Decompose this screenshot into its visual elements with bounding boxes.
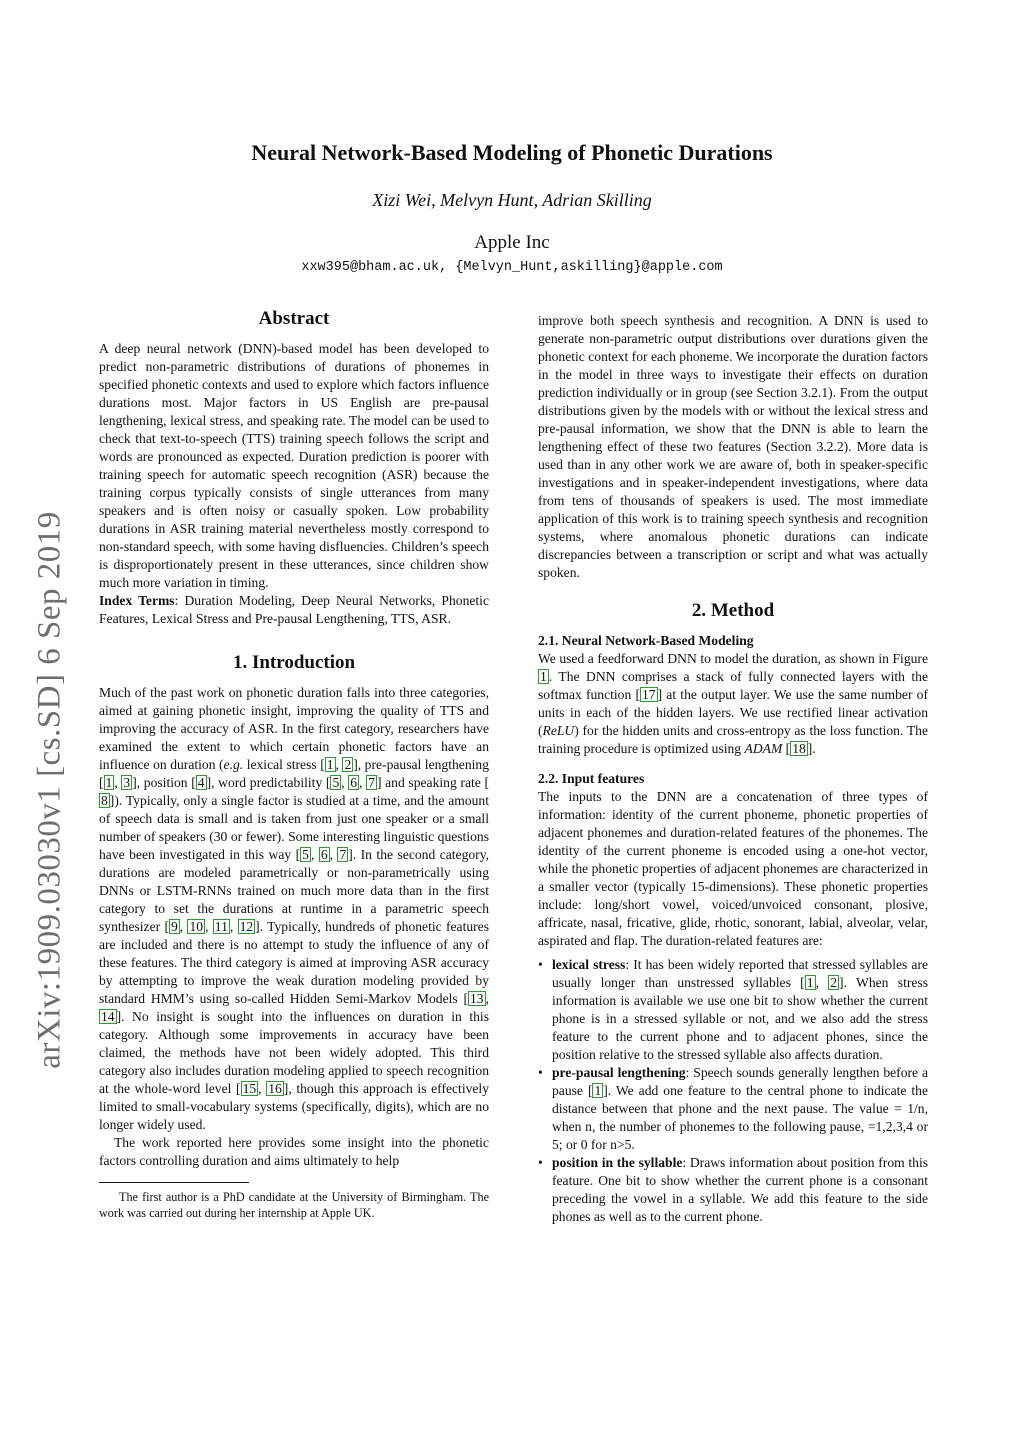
citation-link[interactable]: 12 xyxy=(239,919,254,934)
citation-link[interactable]: 13 xyxy=(470,991,484,1006)
citation-link[interactable]: 4 xyxy=(197,775,205,790)
author-emails: xxw395@bham.ac.uk, {Melvyn_Hunt,askilling}@apple.com xyxy=(301,260,723,275)
abstract-heading: Abstract xyxy=(258,308,330,329)
citation-link[interactable]: 1 xyxy=(105,775,113,790)
footnote: The first author is a PhD candidate at the University of Birmingham. The work was carried out during her internship at Apple UK. xyxy=(99,1190,489,1220)
citation-link[interactable]: 8 xyxy=(101,793,108,808)
subsection-2-1-heading: 2.1. Neural Network-Based Modeling xyxy=(538,633,754,648)
list-item: • pre-pausal lengthening: Speech sounds generally lengthen before a pause [ 1 ]. We add one feature to the central phone to indicate the distance between that phone and the next pause. The value = 1/n, when n, the number of phonemes to the following pause, =1,2,3,4 or 5; or 0 for n>5. xyxy=(538,1065,928,1152)
introduction-heading: 1. Introduction xyxy=(232,652,356,673)
citation-link[interactable]: 15 xyxy=(242,1081,257,1096)
citation-link[interactable]: 1 xyxy=(806,975,814,990)
citation-link[interactable]: 1 xyxy=(594,1083,602,1098)
footnote-rule xyxy=(99,1182,249,1183)
index-terms-text: : Duration Modeling, Deep Neural Networks, Phonetic Features, Lexical Stress and Pre-pausal Lengthening, TTS, ASR. xyxy=(99,593,489,626)
paper-title: Neural Network-Based Modeling of Phonetic Durations xyxy=(251,140,773,165)
right-column xyxy=(538,312,928,1226)
subsection-2-2-heading: 2.2. Input features xyxy=(538,771,645,786)
citation-link[interactable]: 3 xyxy=(123,775,131,790)
bullet-icon: • xyxy=(538,957,543,972)
citation-link[interactable]: 5 xyxy=(302,847,309,862)
index-terms xyxy=(99,592,489,628)
arxiv-identifier: arXiv:1909.03030v1 [cs.SD] 6 Sep 2019 xyxy=(31,511,68,1069)
bullet-icon: • xyxy=(538,1065,543,1080)
citation-link[interactable]: 10 xyxy=(189,919,204,934)
intro-paragraph-2: The work reported here provides some insight into the phonetic factors controlling duration and aims ultimately to help xyxy=(99,1135,489,1168)
citation-link[interactable]: 5 xyxy=(332,775,340,790)
list-item: • position in the syllable: Draws information about position from this feature. One bit to show whether the current phone is a consonant preceding the vowel in a syllable. We add this feature to the side phones as well as to the current phone. xyxy=(538,1155,929,1224)
citation-link[interactable]: 18 xyxy=(792,741,806,756)
citation-link[interactable]: 14 xyxy=(101,1009,115,1024)
citation-link[interactable]: 2 xyxy=(344,757,352,772)
citation-link[interactable]: 6 xyxy=(350,775,358,790)
author-list: Xizi Wei, Melvyn Hunt, Adrian Skilling xyxy=(372,190,652,210)
citation-link[interactable]: 11 xyxy=(214,919,228,934)
intro-continued: improve both speech synthesis and recognition. A DNN is used to generate non-parametric output distributions over durations given the phonetic context for each phoneme. We incorporate the duration factors in the model in three ways to investigate their effects on duration prediction individually or in group (see Section 3.2.1). From the output distributions given by the models with or without the lexical stress and pre-pausal information, we show that the DNN is able to learn the lengthening effect of these two features (Section 3.2.2). More data is used than in any other work we are aware of, both in speaker-specific investigations and in speaker-independent investigations, where data from tens of thousands of speakers is used. The most immediate application of this work is to training speech synthesis and recognition systems, where anomalous phonetic durations can indicate discrepancies between a transcription or script and what was actually spoken. xyxy=(538,313,928,580)
citation-link[interactable]: 1 xyxy=(326,757,334,772)
left-column xyxy=(99,306,489,1221)
citation-link[interactable]: 6 xyxy=(320,847,328,862)
citation-link[interactable]: 17 xyxy=(642,687,656,702)
subsection-2-1-text: We used a feedforward DNN to model the duration, as shown in Figure 1 . The DNN comprises a stack of fully connected layers with the softmax function [ 17 ] at the output layer. We use the same number of units in each of the hidden layers. We use rectified linear activation (ReLU) for the hidden units and cross-entropy as the loss function. The training procedure is optimized using ADAM [ 18 ]. xyxy=(538,651,928,756)
citation-link[interactable]: 7 xyxy=(368,775,375,790)
citation-link[interactable]: 16 xyxy=(268,1081,282,1096)
citation-link[interactable]: 9 xyxy=(170,919,178,934)
citation-link[interactable]: 7 xyxy=(339,847,347,862)
index-terms-label: Index Terms xyxy=(99,593,175,608)
figure-link[interactable]: 1 xyxy=(540,669,547,684)
abstract-text: A deep neural network (DNN)-based model has been developed to predict non-parametric distributions of durations of phonemes in specified phonetic contexts and used to explore which factors influence durations most. Major factors in US English are pre-pausal lengthening, lexical stress, and speaking rate. The model can be used to check that text-to-speech (TTS) training speech follows the script and words are pronounced as expected. Duration prediction is poorer with training speech for automatic speech recognition (ASR) because the training corpus typically consists of single utterances from many speakers and is often noisy or casually spoken. Low probability durations in ASR training material nevertheless mostly correspond to non-standard speech, with some having disfluencies. Children’s speech is disproportionately present in these utterances, since children show much more variation in timing. xyxy=(99,341,489,590)
subsection-2-2-text: The inputs to the DNN are a concatenation of three types of information: identity of the current phoneme, phonetic properties of adjacent phonemes and duration-related features of the phonemes. The identity of the current phoneme is encoded using a one-hot vector, while the phonetic properties of adjacent phonemes are characterized in a smaller vector (typically 15-dimensions). These phonetic properties include: long/short vowel, voiced/unvoiced consonant, plosive, affricate, nasal, fricative, glide, rhotic, sonorant, labial, alveolar, velar, aspirated and flap. The duration-related features are: xyxy=(538,789,928,948)
bullet-icon: • xyxy=(538,1155,543,1170)
method-heading: 2. Method xyxy=(691,600,775,621)
list-item: • lexical stress: It has been widely reported that stressed syllables are usually longer than unstressed syllables [ 1 , 2 ]. When stress information is available we use one bit to show whether the current phone is in a stressed syllable or not, and we also add the stress feature to the current phone and to adjacent phones, since the position relative to the stressed syllable also affects duration. xyxy=(538,957,929,1062)
intro-paragraph-1: Much of the past work on phonetic duration falls into three categories, aimed at gaining phonetic insight, improving the quality of TTS and improving the accuracy of ASR. In the first category, researchers have examined the extent to which certain phonetic factors have an influence on duration (e.g. lexical stress [ 1 , 2 ], pre-pausal lengthening [ 1 , 3 ], position [ 4 ], word predictability [ 5 , 6 , 7 ] and speaking rate [8 ]). Typically, only a single factor is studied at a time, and the amount of speech data is small and is taken from just one speaker or a small number of speakers (30 or fewer). Some interesting linguistic questions have been investigated in this way [ 5 , 6 , 7 ]. In the second category, durations are modeled parametrically or non-parametrically using DNNs or LSTM-RNNs trained on much more data than in the first category to set the durations at runtime in a parametric speech synthesizer [ 9 , 10 , 11 , 12 ]. Typically, hundreds of phonetic features are included and there is no attempt to study the influence of any of these features. The third category is aimed at improving ASR accuracy by attempting to improve the weak duration modeling provided by standard HMM’s using so-called Hidden Semi-Markov Models [ 13 , 14 ]. No insight is sought into the influences on duration in this category. Although some improvements in accuracy have been claimed, the methods have not been widely adopted. This third category also includes duration modeling applied to speech recognition at the whole-word level [ 15 , 16 ], though this approach is effectively limited to small-vocabulary systems (specifically, digits), which are no longer widely used. xyxy=(99,685,490,1132)
duration-feature-list xyxy=(538,956,928,1226)
affiliation: Apple Inc xyxy=(474,232,550,253)
citation-link[interactable]: 2 xyxy=(830,975,838,990)
